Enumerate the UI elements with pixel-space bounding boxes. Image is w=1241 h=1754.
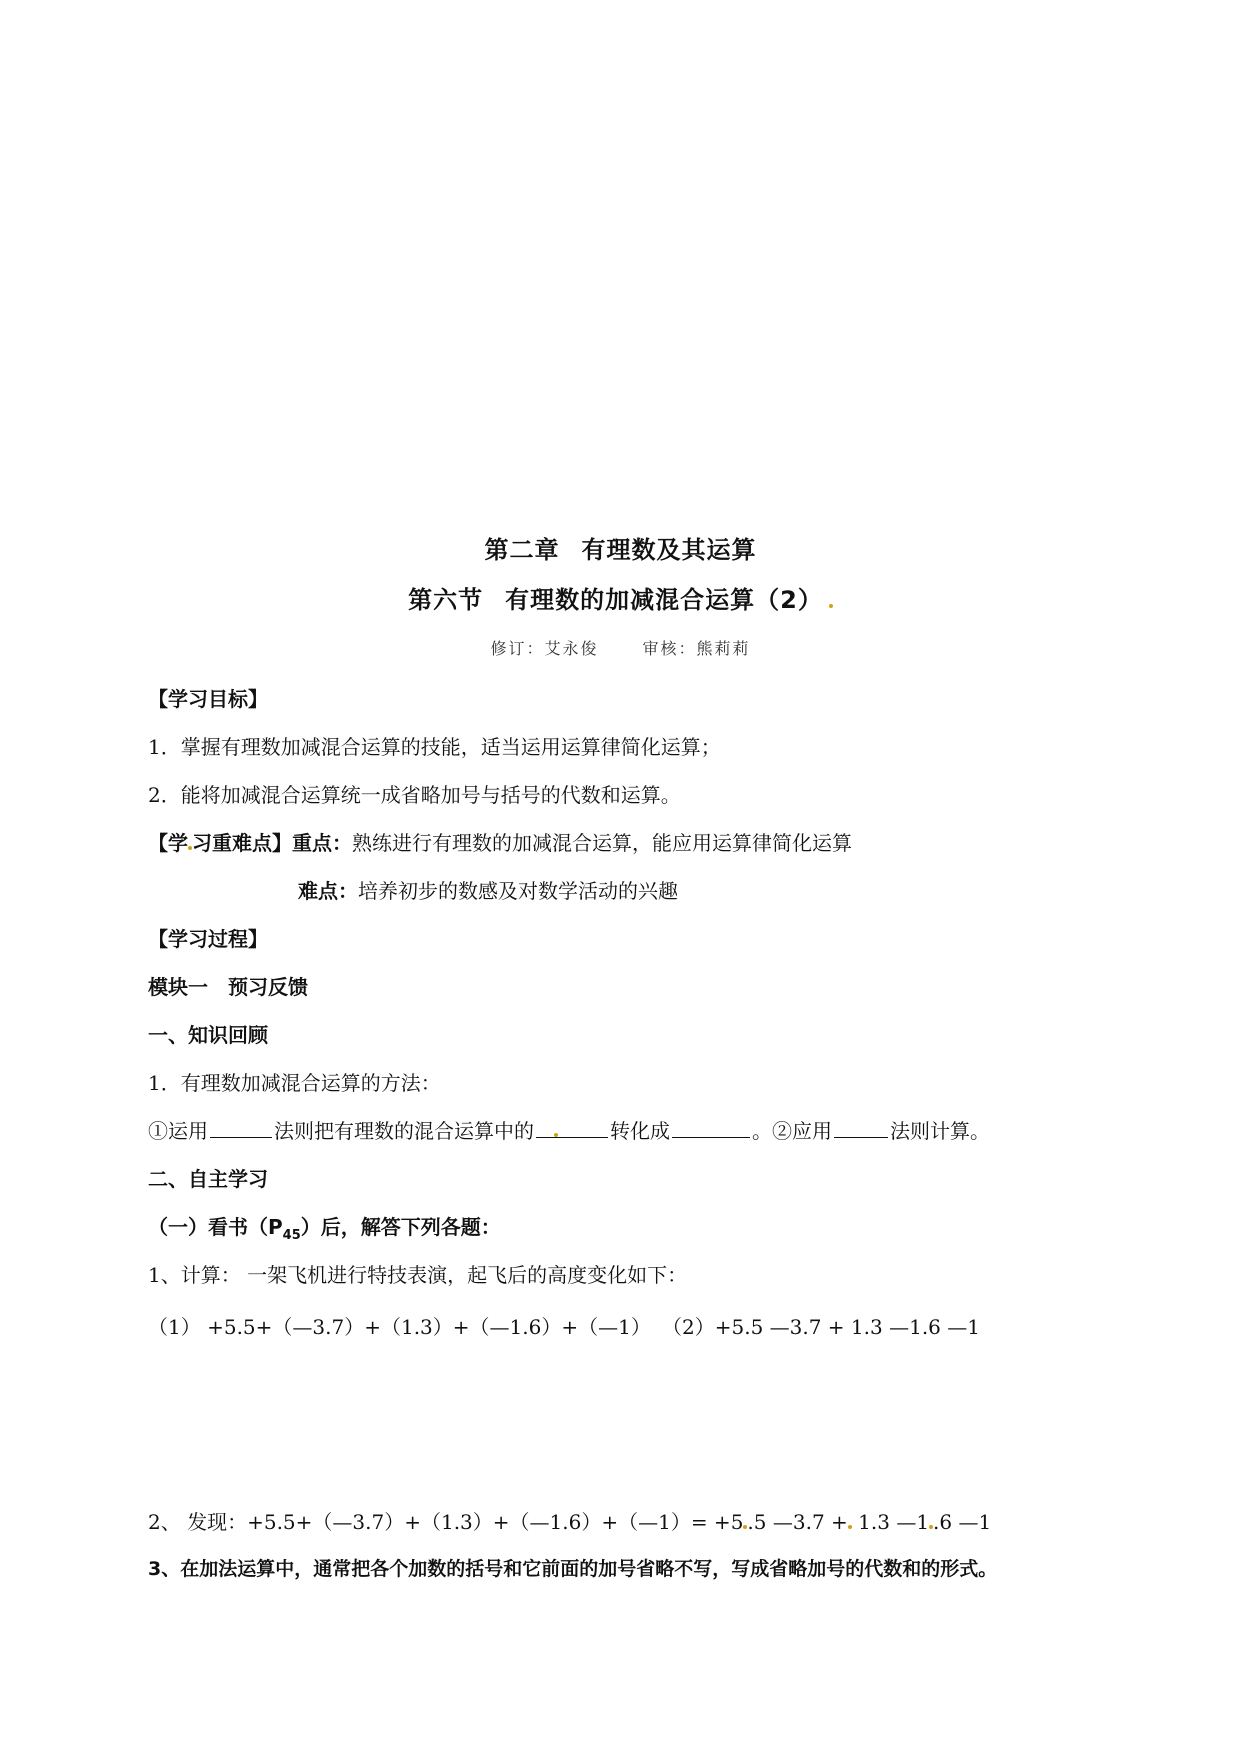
yellow-mark-icon xyxy=(829,604,833,608)
yellow-mark-icon xyxy=(554,1133,558,1137)
process-heading: 【学习过程】 xyxy=(148,927,268,951)
discovery-text-b: .5 —3.7 + xyxy=(747,1510,848,1534)
section-name: 有理数的加减混合运算（2） xyxy=(505,586,823,614)
reading-instruction xyxy=(148,1211,501,1243)
review-heading: 一、知识回顾 xyxy=(148,1023,268,1047)
key-point-text: 熟练进行有理数的加减混合运算，能应用运算律简化运算 xyxy=(352,831,852,855)
chapter-title xyxy=(0,530,1241,565)
fill-text-b: 法则把有理数的混合运算中的 xyxy=(274,1119,534,1143)
discovery-text-d: .6 —1 xyxy=(933,1510,992,1534)
section-title xyxy=(0,580,1241,615)
chapter-number: 第二章 xyxy=(484,536,560,564)
fill-text-d: 。②应用 xyxy=(752,1119,832,1143)
method-question: 1．有理数加减混合运算的方法： xyxy=(148,1071,441,1095)
blank-operation-type[interactable] xyxy=(536,1119,608,1138)
reading-text-b: ）后，解答下列各题： xyxy=(300,1215,501,1239)
discovery-text-a: 2、 发现：+5.5+（—3.7）+（1.3）+（—1.6）+（—1）= +5 xyxy=(148,1510,744,1534)
discovery-line xyxy=(148,1506,991,1535)
revised-label: 修订： xyxy=(490,639,545,658)
reading-text-a: （一）看书（P xyxy=(148,1215,283,1239)
chapter-name: 有理数及其运算 xyxy=(581,536,757,564)
calc-intro: 1、计算： 一架飞机进行特技表演，起飞后的高度变化如下： xyxy=(148,1263,688,1287)
rule-statement: 3、在加法运算中，通常把各个加数的括号和它前面的加号省略不写，写成省略加号的代数和的形式。 xyxy=(148,1558,998,1580)
section-number: 第六节 xyxy=(408,586,484,614)
page-number-subscript: 45 xyxy=(282,1228,301,1243)
difficulty-line xyxy=(148,827,852,856)
hard-point-label: 难点： xyxy=(298,879,358,903)
blank-rule-2[interactable] xyxy=(834,1119,888,1138)
revision-line xyxy=(0,636,1241,659)
key-point-label: 重点： xyxy=(292,831,352,855)
reviewer-label: 审核： xyxy=(642,639,697,658)
fill-text-a: ①运用 xyxy=(148,1119,208,1143)
reviewer-name: 熊莉莉 xyxy=(696,639,751,658)
difficulty-heading-b: 习重难点】 xyxy=(192,831,292,855)
fill-text-e: 法则计算。 xyxy=(890,1119,990,1143)
hard-point-text: 培养初步的数感及对数学活动的兴趣 xyxy=(358,879,678,903)
module-heading: 模块一 预习反馈 xyxy=(148,975,308,999)
self-study-heading: 二、自主学习 xyxy=(148,1167,268,1191)
discovery-text-c: 1.3 —1 xyxy=(851,1510,930,1534)
calc-expression-2: （2）+5.5 —3.7 + 1.3 —1.6 —1 xyxy=(662,1315,980,1339)
objective-item-2: 2．能将加减混合运算统一成省略加号与括号的代数和运算。 xyxy=(148,783,681,807)
blank-converted-form[interactable] xyxy=(672,1119,750,1138)
blank-rule-1[interactable] xyxy=(210,1119,272,1138)
hard-point-line xyxy=(298,875,678,904)
objectives-heading: 【学习目标】 xyxy=(148,687,268,711)
fill-text-c: 转化成 xyxy=(610,1119,670,1143)
calc-expression-1: （1） +5.5+（—3.7）+（1.3）+（—1.6）+（—1） xyxy=(148,1315,651,1339)
objective-item-1: 1．掌握有理数加减混合运算的技能，适当运用运算律简化运算； xyxy=(148,735,721,759)
difficulty-heading-a: 【学 xyxy=(148,831,188,855)
revised-name: 艾永俊 xyxy=(544,639,599,658)
fill-blank-line xyxy=(148,1115,990,1144)
